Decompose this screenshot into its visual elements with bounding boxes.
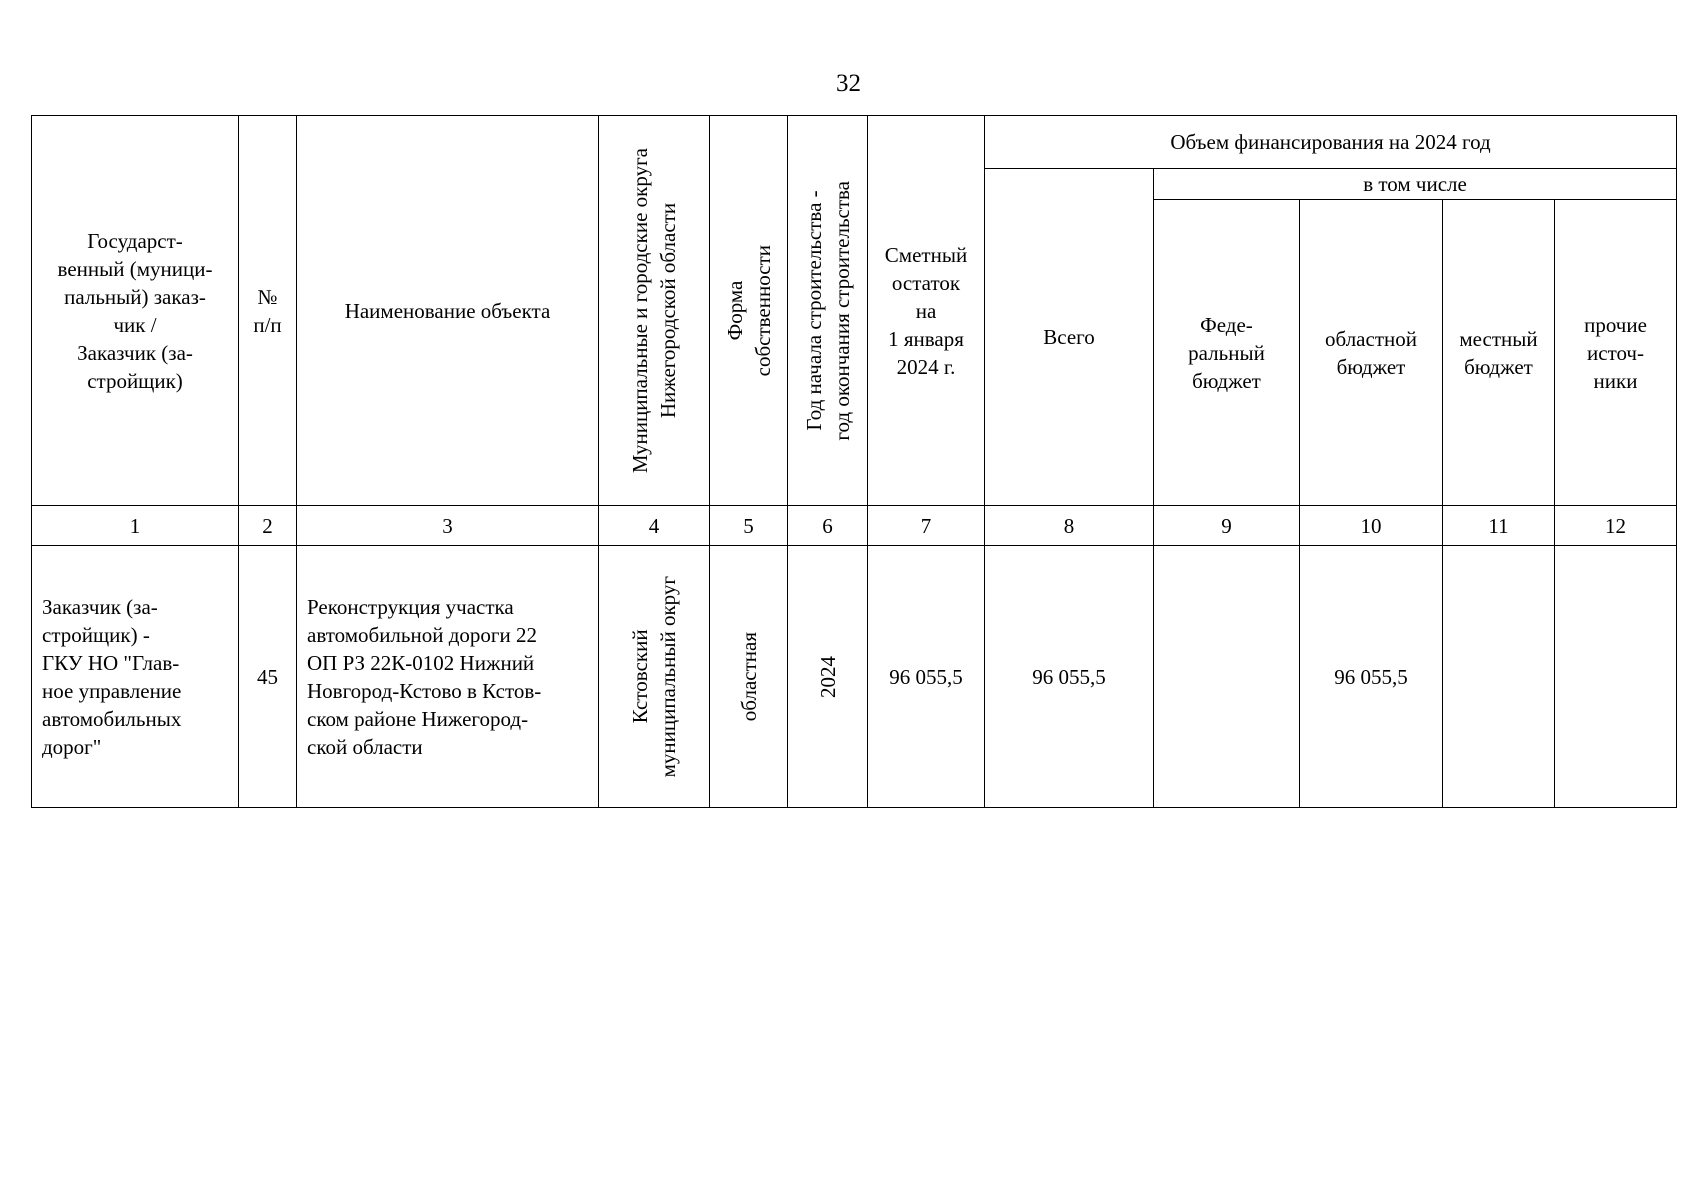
row-municipality: Кстовский муниципальный округ (628, 575, 680, 778)
table-row (32, 546, 1677, 808)
header-ownership-cell (710, 116, 788, 506)
row-years: 2024 (815, 655, 840, 698)
header-years-cell (788, 116, 868, 506)
header-local: местный бюджет (1443, 200, 1555, 506)
header-remaining-cost: Сметный остаток на 1 января 2024 г. (868, 116, 985, 506)
column-number: 2 (239, 506, 297, 546)
page-number: 32 (836, 70, 861, 97)
column-number: 4 (599, 506, 710, 546)
column-number: 11 (1443, 506, 1555, 546)
row-other (1555, 546, 1677, 808)
financing-table (31, 115, 1677, 808)
row-object-name: Реконструкция участка автомобильной дороги 22 ОП РЗ 22К-0102 Нижний Новгород-Кстово в Кстов- ском районе Нижегород- ской области (297, 546, 599, 808)
header-total: Всего (985, 169, 1154, 506)
row-regional: 96 055,5 (1300, 546, 1443, 808)
column-number: 5 (710, 506, 788, 546)
header-regional: областной бюджет (1300, 200, 1443, 506)
header-other: прочие источ- ники (1555, 200, 1677, 506)
header-municipality: Муниципальные и городские округа Нижегородской области (628, 147, 680, 474)
column-number: 12 (1555, 506, 1677, 546)
header-funding-volume: Объем финансирования на 2024 год (985, 116, 1677, 169)
row-years-cell (788, 546, 868, 808)
row-ownership-cell (710, 546, 788, 808)
row-customer: Заказчик (за- стройщик) - ГКУ НО "Глав- ное управление автомобильных дорог" (32, 546, 239, 808)
header-customer: Государст- венный (муници- пальный) заказ- чик / Заказчик (за- стройщик) (32, 116, 239, 506)
header-years: Год начала строительства - год окончания строительства (801, 180, 854, 441)
row-number: 45 (239, 546, 297, 808)
header-row (32, 116, 1677, 169)
column-number-row (32, 506, 1677, 546)
row-federal (1154, 546, 1300, 808)
row-total: 96 055,5 (985, 546, 1154, 808)
column-number: 7 (868, 506, 985, 546)
column-number: 1 (32, 506, 239, 546)
header-including: в том числе (1154, 169, 1677, 200)
column-number: 3 (297, 506, 599, 546)
column-number: 8 (985, 506, 1154, 546)
row-ownership: областная (736, 631, 761, 722)
row-municipality-cell (599, 546, 710, 808)
header-municipality-cell (599, 116, 710, 506)
header-number: № п/п (239, 116, 297, 506)
row-remaining-cost: 96 055,5 (868, 546, 985, 808)
header-ownership: Форма собственности (722, 244, 775, 377)
row-local (1443, 546, 1555, 808)
column-number: 6 (788, 506, 868, 546)
header-object-name: Наименование объекта (297, 116, 599, 506)
column-number: 9 (1154, 506, 1300, 546)
column-number: 10 (1300, 506, 1443, 546)
header-federal: Феде- ральный бюджет (1154, 200, 1300, 506)
